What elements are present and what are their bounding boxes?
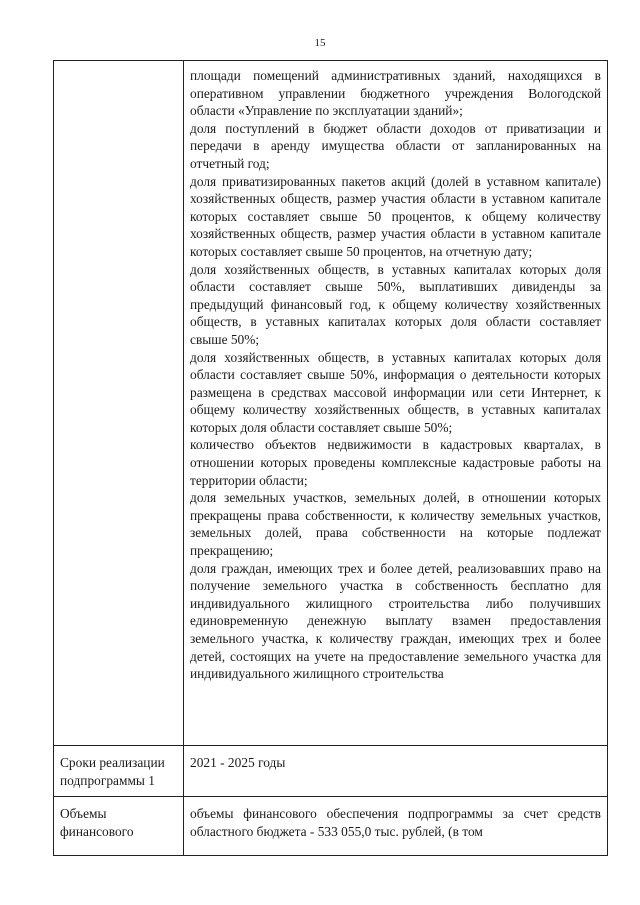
- implementation-period-value: 2021 - 2025 годы: [190, 755, 286, 770]
- row-content-cell: [184, 61, 608, 746]
- indicator-paragraph: доля поступлений в бюджет области доходов от приватизации и передачи в аренду имущества области от запланированных на отчетный год;: [190, 120, 601, 171]
- indicator-paragraph: доля приватизированных пакетов акций (долей в уставном капитале) хозяйственных обществ, размер участия области в уставном капитале которых составляет свыше 50 процентов, к общему количеству хозяйственных обществ, размер участия области в уставном капитале которых составляет свыше 50 процентов, на отчетную дату;: [190, 173, 601, 259]
- program-passport-table: [53, 60, 608, 856]
- indicator-paragraph: доля хозяйственных обществ, в уставных капиталах которых доля области составляет свыше 50%, выплативших дивиденды за предыдущий финансовый год, к общему количеству хозяйственных обществ, в уставных капиталах которых доля области составляет свыше 50%;: [190, 261, 601, 347]
- row-label-funding: Объемы финансового: [60, 806, 134, 839]
- indicator-paragraph: количество объектов недвижимости в кадастровых кварталах, в отношении которых проведены комплексные кадастровые работы на территории области;: [190, 437, 601, 488]
- row-label-implementation-period: Сроки реализации подпрограммы 1: [60, 755, 165, 788]
- indicator-paragraph: доля хозяйственных обществ, в уставных капиталах которых доля области составляет свыше 50%, информация о деятельности которых размещена в средствах массовой информации или сети Интернет, к общему количеству хозяйственных обществ, в уставных капиталах которых доля области составляет свыше 50%;: [190, 349, 601, 435]
- row-label-cell: [54, 746, 184, 797]
- row-content-cell: [184, 746, 608, 797]
- indicator-paragraph: площади помещений административных зданий, находящихся в оперативном управлении бюджетного учреждения Вологодской области «Управление по эксплуатации зданий»;: [190, 68, 601, 119]
- funding-value: объемы финансового обеспечения подпрограммы за счет средств областного бюджета - 533 055,0 тыс. рублей, (в том: [190, 806, 601, 839]
- row-label-cell: [54, 797, 184, 856]
- row-label-cell: [54, 61, 184, 746]
- table-row: [54, 746, 608, 797]
- table-row: [54, 797, 608, 856]
- indicator-paragraph: доля земельных участков, земельных долей, в отношении которых прекращены права собственности, к количеству земельных участков, земельных долей, права собственности на которые подлежат прекращению;: [190, 490, 601, 559]
- indicator-paragraph: доля граждан, имеющих трех и более детей, реализовавших право на получение земельного участка в собственность бесплатно для индивидуального жилищного строительства либо получивших единовременную денежную выплату взамен предоставления земельного участка, к количеству граждан, имеющих трех и более детей, состоящих на учете на предоставление земельного участка для индивидуального жилищного строительства: [190, 560, 601, 682]
- page-number: 15: [314, 37, 326, 49]
- row-content-cell: [184, 797, 608, 856]
- table-row: [54, 61, 608, 746]
